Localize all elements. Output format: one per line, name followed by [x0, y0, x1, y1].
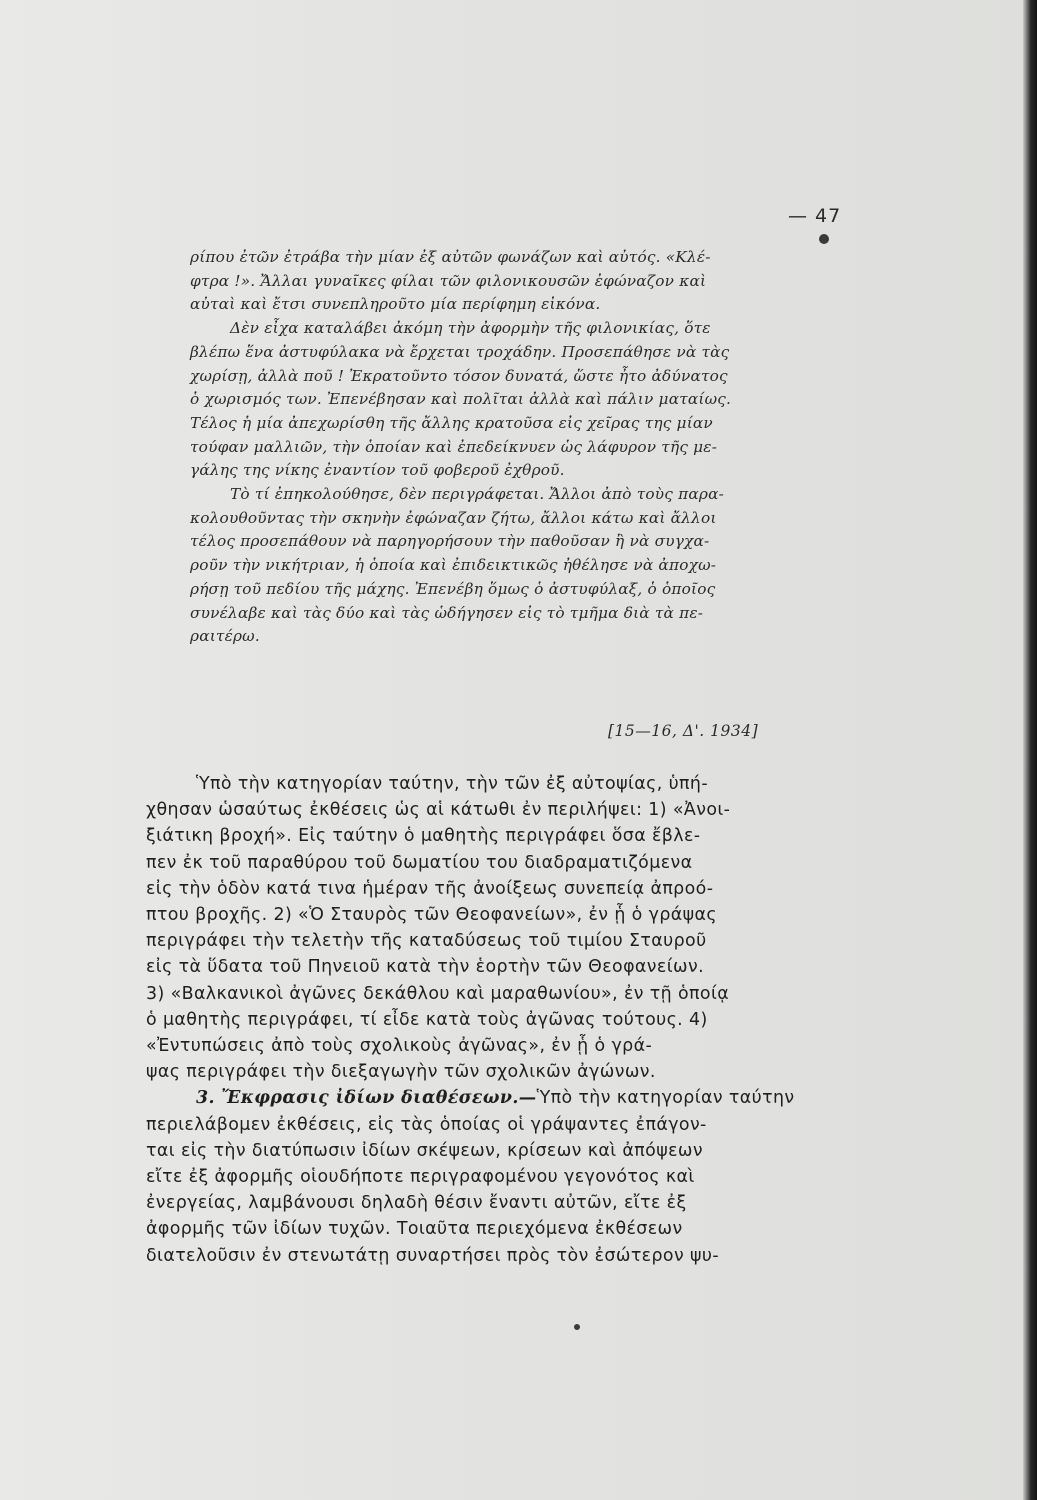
body-line: ξιάτικη βροχή». Εἰς ταύτην ὁ μαθητὴς περιγράφει ὅσα ἔβλε-: [146, 826, 701, 847]
ink-dot: [819, 234, 829, 244]
quote-line: αὐταὶ καὶ ἔτσι συνεπληροῦτο μία περίφημη εἰκόνα.: [190, 295, 601, 314]
quote-line: Τέλος ἡ μία ἀπεχωρίσθη τῆς ἄλλης κρατοῦσα εἰς χεῖρας της μίαν: [190, 413, 713, 432]
body-line: περιελάβομεν ἐκθέσεις, εἰς τὰς ὁποίας οἱ γράψαντες ἐπάγον-: [146, 1114, 707, 1135]
body-line: ὁ μαθητὴς περιγράφει, τί εἶδε κατὰ τοὺς ἀγῶνας τούτους. 4): [146, 1009, 708, 1030]
page-number: — 47: [788, 205, 842, 227]
quote-line: ρήσῃ τοῦ πεδίου τῆς μάχης. Ἐπενέβη ὅμως ὁ ἀστυφύλαξ, ὁ ὁποῖος: [190, 579, 716, 598]
quote-date: [15—16, Δ'. 1934]: [608, 722, 759, 740]
body-line: ψας περιγράφει τὴν διεξαγωγὴν τῶν σχολικῶν ἀγώνων.: [146, 1062, 656, 1083]
section-first-line: [146, 1085, 846, 1111]
quote-line: ροῦν τὴν νικήτριαν, ἡ ὁποία καὶ ἐπιδεικτικῶς ἠθέλησε νὰ ἀποχω-: [190, 556, 717, 575]
quote-line: Τὸ τί ἐπηκολούθησε, δὲν περιγράφεται. Ἄλλοι ἀπὸ τοὺς παρα-: [230, 485, 724, 504]
quote-line: τέλος προσεπάθουν νὰ παρηγορήσουν τὴν παθοῦσαν ἢ νὰ συγχα-: [190, 532, 710, 551]
body-line: «Ἐντυπώσεις ἀπὸ τοὺς σχολικοὺς ἀγῶνας», ἐν ᾗ ὁ γρά-: [146, 1036, 653, 1057]
section-heading: 3. Ἔκφρασις ἰδίων διαθέσεων.—: [196, 1088, 537, 1109]
quote-line: συνέλαβε καὶ τὰς δύο καὶ τὰς ὡδήγησεν εἰς τὸ τμῆμα διὰ τὰ πε-: [190, 603, 704, 622]
quote-line: ρίπου ἐτῶν ἐτράβα τὴν μίαν ἐξ αὐτῶν φωνάζων καὶ αὐτός. «Κλέ-: [190, 248, 711, 266]
body-line: εἴτε ἐξ ἀφορμῆς οἱουδήποτε περιγραφομένου γεγονότος καὶ: [146, 1167, 695, 1188]
quote-line: ὁ χωρισμός των. Ἐπενέβησαν καὶ πολῖται ἀλλὰ καὶ πάλιν ματαίως.: [190, 390, 732, 409]
quote-line: κολουθοῦντας τὴν σκηνὴν ἐφώναζαν ζήτω, ἄλλοι κάτω καὶ ἄλλοι: [190, 508, 717, 527]
page-edge-shadow: [1023, 0, 1037, 1500]
body-line: εἰς τὰ ὕδατα τοῦ Πηνειοῦ κατὰ τὴν ἑορτὴν τῶν Θεοφανείων.: [146, 957, 705, 978]
quote-line: τούφαν μαλλιῶν, τὴν ὁποίαν καὶ ἐπεδείκνυεν ὡς λάφυρον τῆς με-: [190, 437, 718, 456]
ink-dot: [574, 1324, 580, 1330]
body-line: χθησαν ὡσαύτως ἐκθέσεις ὡς αἱ κάτωθι ἐν περιλήψει: 1) «Ἀνοι-: [146, 800, 731, 821]
body-line: εἰς τὴν ὁδὸν κατά τινα ἡμέραν τῆς ἀνοίξεως συνεπείᾳ ἀπροό-: [146, 878, 714, 899]
body-line: ἐνεργείας, λαμβάνουσι δηλαδὴ θέσιν ἔναντι αὐτῶν, εἴτε ἐξ: [146, 1193, 687, 1214]
body-paragraphs: [146, 771, 846, 1269]
body-line: περιγράφει τὴν τελετὴν τῆς καταδύσεως τοῦ τιμίου Σταυροῦ: [146, 931, 707, 952]
body-line: ται εἰς τὴν διατύπωσιν ἰδίων σκέψεων, κρίσεων καὶ ἀπόψεων: [146, 1140, 703, 1161]
body-line: πτου βροχῆς. 2) «Ὁ Σταυρὸς τῶν Θεοφανείων», ἐν ᾗ ὁ γράψας: [146, 905, 717, 926]
body-line: Ὑπὸ τὴν κατηγορίαν ταύτην, τὴν τῶν ἐξ αὐτοψίας, ὑπή-: [196, 774, 709, 794]
section-first-line-text: Ὑπὸ τὴν κατηγορίαν ταύτην: [536, 1088, 795, 1109]
body-line: 3) «Βαλκανικοὶ ἀγῶνες δεκάθλου καὶ μαραθωνίου», ἐν τῇ ὁποίᾳ: [146, 983, 730, 1004]
quote-line: χωρίσῃ, ἀλλὰ ποῦ ! Ἐκρατοῦντο τόσον δυνατά, ὥστε ἦτο ἀδύνατος: [190, 366, 728, 385]
body-line: πεν ἐκ τοῦ παραθύρου τοῦ δωματίου του διαδραματιζόμενα: [146, 852, 693, 873]
quote-line: Δὲν εἶχα καταλάβει ἀκόμη τὴν ἀφορμὴν τῆς φιλονικίας, ὅτε: [230, 319, 711, 338]
quote-line: γάλης της νίκης ἐναντίον τοῦ φοβεροῦ ἐχθροῦ.: [190, 461, 565, 480]
body-line: ἀφορμῆς τῶν ἰδίων τυχῶν. Τοιαῦτα περιεχόμενα ἐκθέσεων: [146, 1219, 683, 1240]
quoted-excerpt: [190, 246, 830, 649]
body-line: διατελοῦσιν ἐν στενωτάτῃ συναρτήσει πρὸς τὸν ἐσώτερον ψυ-: [146, 1245, 720, 1266]
quote-line: φτρα !». Ἄλλαι γυναῖκες φίλαι τῶν φιλονικουσῶν ἐφώναζον καὶ: [190, 271, 707, 290]
quote-line: βλέπω ἕνα ἀστυφύλακα νὰ ἔρχεται τροχάδην. Προσεπάθησε νὰ τὰς: [190, 342, 730, 361]
quote-line: ραιτέρω.: [190, 627, 260, 646]
